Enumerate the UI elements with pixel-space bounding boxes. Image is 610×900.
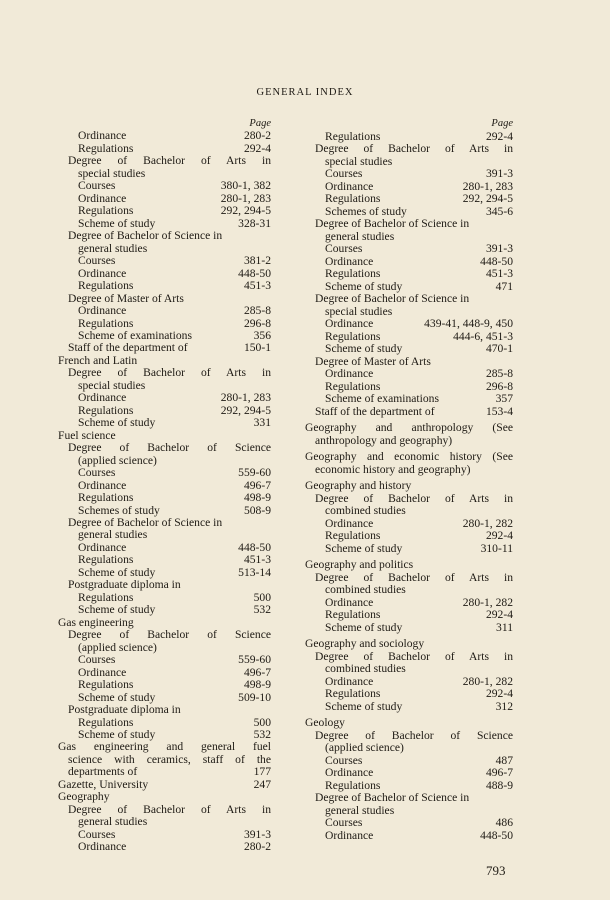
entry-text: special studies — [78, 166, 146, 180]
entry-text: Schemes of study — [78, 503, 160, 517]
entry-page-ref: 487 — [495, 753, 513, 767]
left-column — [58, 118, 271, 854]
entry-text: Geography and economic history (See — [305, 450, 513, 463]
index-entry — [305, 543, 513, 556]
entry-page-ref: 311 — [496, 620, 513, 634]
entry-page-ref: 509-10 — [238, 690, 271, 704]
entry-text: Degree of Bachelor of Arts in — [68, 802, 271, 816]
entry-text: Degree of Bachelor of Science — [68, 441, 271, 455]
entry-text: Regulations — [325, 529, 381, 542]
entry-text: Regulations — [325, 379, 381, 393]
entry-page-ref: 451-3 — [485, 267, 513, 280]
entry-text: Courses — [78, 827, 116, 841]
entry-page-ref: 439-41, 448-9, 450 — [424, 317, 513, 330]
entry-text: Schemes of study — [325, 204, 407, 218]
index-entry — [305, 464, 513, 477]
entry-text: Regulations — [325, 329, 381, 343]
entry-text: combined studies — [325, 583, 406, 596]
entry-page-ref: 328-31 — [238, 216, 271, 230]
entry-text: Regulations — [78, 678, 134, 692]
entry-text: Ordinance — [78, 304, 127, 318]
entry-text: Staff of the department of — [68, 341, 188, 355]
entry-text: science with ceramics, staff of the — [68, 752, 271, 766]
entry-text: Regulations — [78, 403, 134, 417]
entry-text: Scheme of study — [78, 216, 156, 230]
entry-page-ref: 292, 294-5 — [220, 204, 271, 218]
entry-text: Ordinance — [325, 367, 374, 380]
entry-text: combined studies — [325, 662, 406, 675]
entry-page-ref: 391-3 — [485, 242, 513, 255]
entry-text: Regulations — [325, 778, 381, 792]
entry-text: Scheme of study — [325, 699, 403, 713]
entry-text: combined studies — [325, 504, 406, 517]
page-heading: GENERAL INDEX — [256, 87, 354, 98]
entry-text: general studies — [325, 229, 395, 243]
entry-text: Regulations — [78, 715, 134, 729]
entry-page-ref: 292-4 — [485, 608, 513, 621]
entry-text: Degree of Bachelor of Arts in — [315, 570, 513, 584]
entry-text: Degree of Bachelor of Arts in — [68, 154, 271, 168]
entry-text: Regulations — [325, 608, 381, 621]
entry-page-ref: 496-7 — [243, 478, 271, 492]
entry-page-ref: 532 — [253, 603, 271, 617]
entry-page-ref: 285-8 — [243, 304, 271, 318]
entry-text: Courses — [78, 466, 116, 480]
entry-page-ref: 451-3 — [243, 553, 271, 567]
entry-page-ref: 498-9 — [243, 678, 271, 692]
entry-text: Scheme of study — [325, 541, 403, 555]
entry-page-ref: 345-6 — [485, 204, 513, 218]
entry-page-ref: 513-14 — [238, 565, 271, 579]
entry-text: (applied science) — [78, 640, 157, 654]
entry-text: special studies — [325, 154, 393, 168]
entry-text: Regulations — [325, 129, 381, 143]
entry-text: Geography and sociology — [305, 637, 425, 650]
entry-page-ref: 177 — [253, 765, 271, 779]
entry-text: general studies — [325, 803, 395, 817]
entry-page-ref: 559-60 — [238, 653, 271, 667]
entry-text: Ordinance — [325, 317, 374, 330]
entry-text: Courses — [325, 816, 363, 829]
entry-text: Courses — [325, 242, 363, 255]
entry-text: Ordinance — [78, 391, 127, 405]
entry-text: Ordinance — [325, 254, 374, 268]
entry-page-ref: 285-8 — [485, 367, 513, 380]
page-number: 793 — [486, 863, 506, 878]
entry-text: economic history and geography) — [315, 462, 471, 476]
entry-text: Degree of Bachelor of Science in — [315, 292, 470, 305]
entry-text: Gas engineering and general fuel — [58, 740, 271, 754]
entry-page-ref: 312 — [495, 699, 513, 713]
entry-page-ref: 292-4 — [243, 141, 271, 155]
entry-page-ref: 356 — [253, 328, 271, 342]
entry-text: general studies — [78, 815, 148, 829]
entry-page-ref: 391-3 — [485, 167, 513, 180]
entry-text: Degree of Bachelor of Science — [68, 628, 271, 642]
entry-text: Ordinance — [78, 129, 127, 143]
entry-text: Degree of Bachelor of Science in — [68, 516, 223, 529]
entry-text: Geography and history — [305, 479, 412, 492]
entry-text: Degree of Bachelor of Science in — [315, 217, 470, 230]
entry-page-ref: 448-50 — [238, 266, 271, 280]
entry-page-ref: 508-9 — [243, 503, 271, 517]
entry-page-ref: 280-2 — [243, 840, 271, 854]
entry-page-ref: 280-1, 282 — [462, 595, 513, 609]
entry-text: Courses — [78, 653, 116, 667]
entry-text: Scheme of study — [78, 603, 156, 617]
entry-text: Degree of Bachelor of Arts in — [315, 649, 513, 663]
entry-page-ref: 500 — [253, 590, 271, 604]
entry-text: general studies — [78, 528, 148, 542]
entry-text: departments of — [68, 765, 138, 779]
entry-text: special studies — [325, 304, 393, 318]
entry-text: Scheme of examinations — [78, 328, 192, 342]
entry-text: Regulations — [78, 141, 134, 155]
entry-text: Scheme of study — [78, 690, 156, 704]
entry-page-ref: 496-7 — [485, 766, 513, 779]
entry-text: Degree of Master of Arts — [68, 291, 184, 305]
page-header-label: Page — [491, 118, 513, 129]
entry-text: Degree of Master of Arts — [315, 354, 431, 368]
entry-text: Ordinance — [325, 179, 374, 193]
entry-text: Scheme of study — [78, 416, 156, 430]
index-entry — [305, 435, 513, 448]
entry-text: Regulations — [325, 687, 381, 700]
entry-text: Degree of Bachelor of Science in — [68, 229, 223, 243]
entry-text: Ordinance — [78, 540, 127, 554]
entry-page-ref: 357 — [495, 392, 513, 405]
entry-page-ref: 451-3 — [243, 279, 271, 293]
index-entry — [305, 830, 513, 843]
entry-text: Regulations — [78, 491, 134, 505]
entry-page-ref: 532 — [253, 727, 271, 741]
entry-text: (applied science) — [78, 453, 157, 467]
entry-page-ref: 280-1, 282 — [462, 516, 513, 530]
entry-text: Degree of Bachelor of Arts in — [315, 491, 513, 505]
entry-page-ref: 310-11 — [480, 541, 513, 555]
entry-text: anthropology and geography) — [315, 433, 453, 447]
entry-page-ref: 498-9 — [243, 491, 271, 505]
entry-text: Courses — [325, 167, 363, 180]
entry-text: Regulations — [78, 204, 134, 218]
entry-text: Regulations — [78, 590, 134, 604]
entry-text: Degree of Bachelor of Arts in — [68, 366, 271, 380]
entry-text: Regulations — [78, 279, 134, 293]
entry-text: Regulations — [325, 267, 381, 280]
entry-text: Ordinance — [78, 665, 127, 679]
entry-page-ref: 448-50 — [480, 254, 513, 268]
entry-text: Postgraduate diploma in — [68, 578, 181, 592]
entry-page-ref: 280-1, 283 — [220, 191, 271, 205]
index-entry — [58, 841, 271, 853]
entry-text: Degree of Bachelor of Science in — [315, 791, 470, 804]
entry-page-ref: 292, 294-5 — [220, 403, 271, 417]
entry-text: Postgraduate diploma in — [68, 703, 181, 717]
entry-page-ref: 448-50 — [480, 828, 513, 842]
entry-text: Courses — [78, 254, 116, 268]
entry-text: Scheme of study — [325, 279, 403, 293]
entry-page-ref: 280-1, 282 — [462, 674, 513, 688]
entry-page-ref: 486 — [495, 816, 513, 829]
entry-text: (applied science) — [325, 741, 404, 754]
entry-text: Regulations — [78, 553, 134, 567]
page-header-label: Page — [249, 118, 271, 129]
entry-text: Ordinance — [325, 674, 374, 688]
entry-text: Scheme of examinations — [325, 392, 439, 405]
entry-page-ref: 280-1, 283 — [220, 391, 271, 405]
index-entry — [305, 701, 513, 714]
entry-text: Scheme of study — [325, 342, 403, 355]
entry-text: Degree of Bachelor of Arts in — [315, 142, 513, 155]
entry-page-ref: 559-60 — [238, 466, 271, 480]
entry-text: Ordinance — [78, 191, 127, 205]
entry-text: Regulations — [78, 316, 134, 330]
entry-text: Ordinance — [325, 766, 374, 779]
entry-page-ref: 296-8 — [243, 316, 271, 330]
entry-page-ref: 391-3 — [243, 827, 271, 841]
entry-page-ref: 496-7 — [243, 665, 271, 679]
right-column — [305, 118, 513, 842]
entry-text: Courses — [325, 753, 363, 767]
index-entry — [305, 622, 513, 635]
entry-page-ref: 331 — [253, 416, 271, 430]
entry-page-ref: 470-1 — [485, 342, 513, 355]
entry-text: Fuel science — [58, 428, 116, 442]
entry-text: Degree of Bachelor of Science — [315, 728, 513, 742]
entry-page-ref: 471 — [495, 279, 513, 293]
entry-text: special studies — [78, 378, 146, 392]
entry-page-ref: 500 — [253, 715, 271, 729]
entry-text: Ordinance — [78, 478, 127, 492]
entry-page-ref: 292-4 — [485, 129, 513, 143]
entry-page-ref: 292, 294-5 — [462, 192, 513, 205]
entry-text: Ordinance — [325, 516, 374, 530]
entry-page-ref: 150-1 — [243, 341, 271, 355]
entry-page-ref: 444-6, 451-3 — [453, 329, 513, 343]
entry-text: Gazette, University — [58, 777, 149, 791]
entry-text: Courses — [78, 179, 116, 193]
entry-text: Scheme of study — [325, 620, 403, 634]
entry-text: general studies — [78, 241, 148, 255]
entry-page-ref: 280-1, 283 — [462, 179, 513, 193]
entry-page-ref: 296-8 — [485, 379, 513, 393]
entry-text: Ordinance — [78, 266, 127, 280]
entry-text: Geography and anthropology (See — [305, 421, 513, 434]
entry-text: Ordinance — [78, 840, 127, 854]
entry-page-ref: 292-4 — [485, 687, 513, 700]
entry-text: Regulations — [325, 192, 381, 205]
entry-text: French and Latin — [58, 353, 138, 367]
entry-text: Geology — [305, 716, 345, 729]
index-entry — [305, 406, 513, 419]
entry-page-ref: 488-9 — [485, 778, 513, 792]
entry-page-ref: 380-1, 382 — [220, 179, 271, 193]
entry-page-ref: 292-4 — [485, 529, 513, 542]
entry-text: Ordinance — [325, 828, 374, 842]
entry-text: Scheme of study — [78, 565, 156, 579]
entry-text: Geography and politics — [305, 558, 414, 571]
entry-text: Gas engineering — [58, 615, 134, 629]
entry-text: Staff of the department of — [315, 404, 435, 418]
entry-page-ref: 381-2 — [243, 254, 271, 268]
entry-text: Geography — [58, 790, 110, 804]
entry-page-ref: 247 — [253, 777, 271, 791]
entry-text: Ordinance — [325, 595, 374, 609]
entry-page-ref: 153-4 — [485, 404, 513, 418]
entry-text: Scheme of study — [78, 727, 156, 741]
entry-page-ref: 448-50 — [238, 540, 271, 554]
entry-page-ref: 280-2 — [243, 129, 271, 143]
